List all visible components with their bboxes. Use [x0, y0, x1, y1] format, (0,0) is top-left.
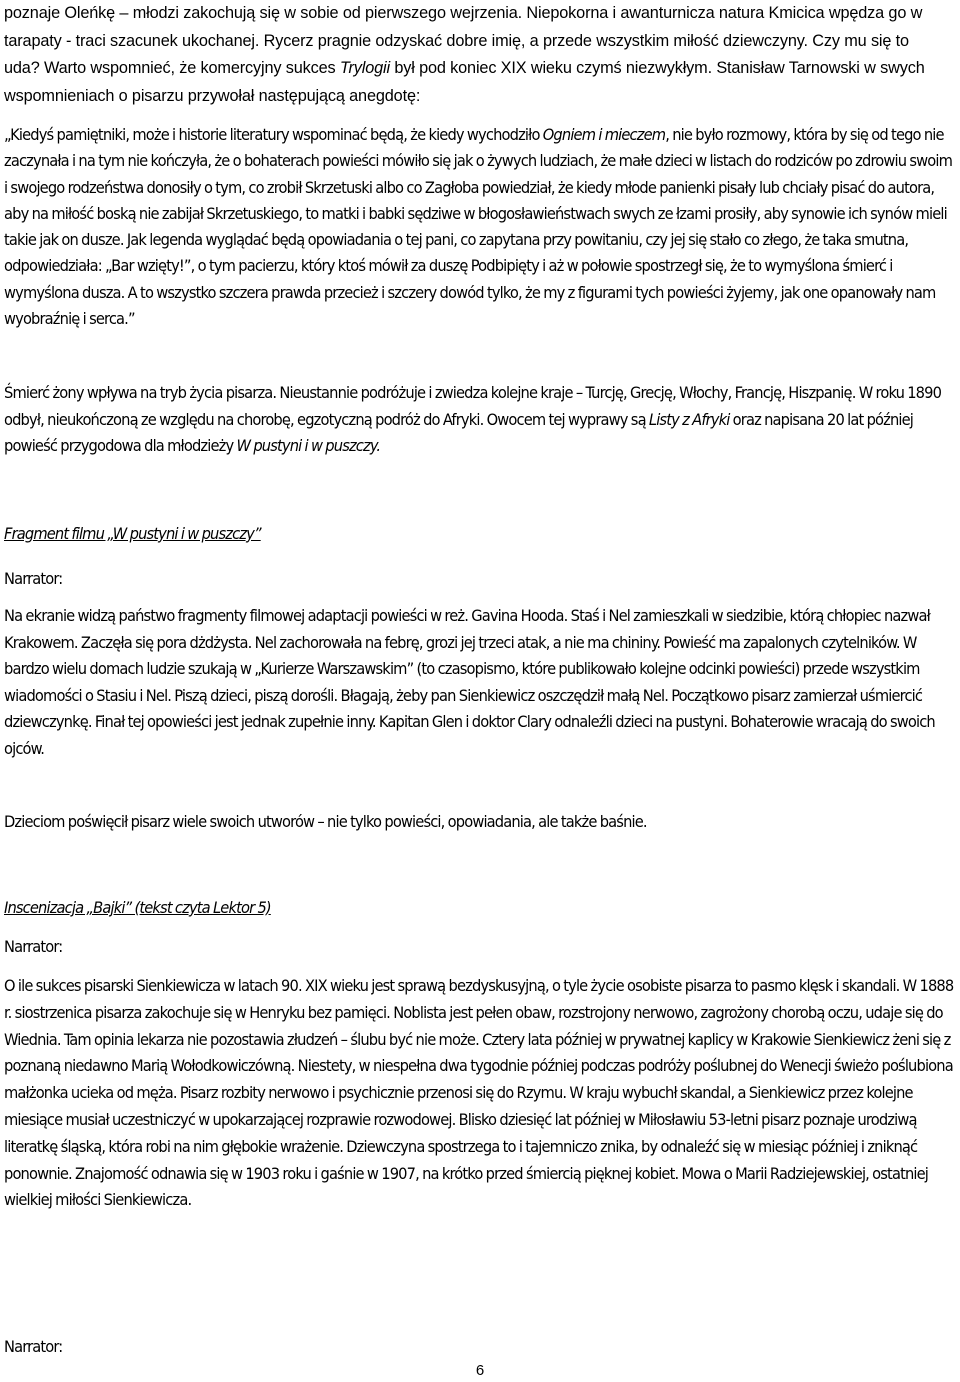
intro-text-2: był pod koniec XIX wieku czymś niezwykłym. Stanisław Tarnowski w swych wspomnieniach o pisarzu przywołał następującą anegdotę:	[4, 59, 925, 105]
narrator-label-3: Narrator:	[4, 1337, 63, 1356]
paragraph-travels	[4, 380, 954, 460]
quote-title: Ogniem i mieczem	[542, 125, 666, 144]
paragraph-children	[4, 808, 954, 836]
personal-life-text: O ile sukces pisarski Sienkiewicza w latach 90. XIX wieku jest sprawą bezdyskusyjną, o tyle życie osobiste pisarza to pasmo klęsk i skandali. W 1888 r. siostrzenica pisarza zakochuje się w Henryku bez pamięci. Noblista jest pełen obaw, rozstrojony nerwowo, zagrożony chorobą oczu, udaje się do Wiednia. Tam opinia lekarza nie pozostawia złudzeń – ślubu być nie może. Cztery lata później w prywatnej kaplicy w Krakowie Sienkiewicz żeni się z poznaną niedawno Marią Wołodkowiczówną. Niestety, w niespełna dwa tygodnie później podczas podróży poślubnej do Wenecji świeżo poślubiona małżonka ucieka od męża. Pisarz rozbity nerwowo i psychicznie przenosi się do Rzymu. W kraju wybuchł skandal, a Sienkiewicz przez kolejne miesiące musiał uczestniczyć w upokarzającej rozprawie rozwodowej. Blisko dziesięć lat później w Miłosławiu 53-letni pisarz poznaje urodziwą literatkę śląską, która robi na nim głębokie wrażenie. Dziewczyna spostrzega to i tajemniczo znika, by odnaleźć się w miesiąc później i zniknąć ponownie. Znajomość odnawia się w 1903 roku i gaśnie w 1907, na krótko przed śmiercią pięknej kobiet. Mowa o Marii Radziejewskiej, ostatniej wielkiej miłości Sienkiewicza.	[4, 976, 954, 1210]
page-number: 6	[475, 1362, 485, 1379]
section-heading-fairy-tale: Inscenizacja „Bajki” (tekst czyta Lektor 5)	[4, 898, 271, 917]
narrator-label-2: Narrator:	[4, 937, 63, 956]
travels-text-1: Śmierć żony wpływa na tryb życia pisarza. Nieustannie podróżuje i zwiedza kolejne kraje – Turcję, Grecję, Włochy, Francję, Hiszpanię. W roku 1890 odbył, nieukończoną ze względu na chorobę, egzotyczną podróż do Afryki. Owocem tej wyprawy są	[4, 383, 942, 429]
film-text: Na ekranie widzą państwo fragmenty filmowej adaptacji powieści w reż. Gavina Hooda. Staś i Nel zamieszkali w siedzibie, którą chłopiec nazwał Krakowem. Zaczęła się pora dżdżysta. Nel zachorowała na febrę, grozi jej trzeci atak, a nie ma chininy. Powieść ma zapalonych czytelników. W bardzo wielu domach ludzie szukają w „Kurierze Warszawskim” (to czasopismo, które publikowało kolejne odcinki powieści) przede wszystkim wiadomości o Stasiu i Nel. Piszą dzieci, piszą dorośli. Błagają, żeby pan Sienkiewicz oszczędził małą Nel. Początkowo pisarz zamierzał uśmiercić dziewczynkę. Finał tej opowieści jest jednak zupełnie inny. Kapitan Glen i doktor Clary odnaleźli dzieci na pustyni. Bohaterowie wracają do swoich ojców.	[4, 606, 935, 758]
section-heading-film: Fragment filmu „W pustyni i w puszczy”	[4, 524, 261, 543]
paragraph-personal-life	[4, 973, 954, 1214]
intro-text-1: poznaje Oleńkę – młodzi zakochują się w sobie od pierwszego wejrzenia. Niepokorna i awanturnicza natura Kmicica wpędza go w tarapaty - traci szacunek ukochanej. Rycerz pragnie odzyskać dobre imię, a przede wszystkim miłość dziewczyny. Czy mu się to uda? Warto wspomnieć, że komercyjny sukces	[4, 4, 923, 77]
quote-paragraph	[4, 122, 954, 332]
intro-title-trylogia: Trylogii	[339, 59, 390, 77]
quote-text-1: „Kiedyś pamiętniki, może i historie literatury wspominać będą, że kiedy wychodziło	[4, 125, 543, 144]
quote-text-2: , nie było rozmowy, która by się od tego nie zaczynała i na tym nie kończyła, że o bohaterach powieści mówiło się jak o żywych ludziach, że małe dzieci w listach do rodziców po zdrowiu swoim i swojego rodzeństwa donosiły o tym, co zrobił Skrzetuski albo co Zagłoba powiedział, że kiedy młode panienki pisały lub chciały pisać do autora, aby na miłość boską nie zabijał Skrzetuskiego, to matki i babki sędziwe w błogosławieństwach swych ze łzami prosiły, aby synowie ich synów mieli takie jak on dusze. Jak legenda wyglądać będą opowiadania o tej pani, co zapytana przy powitaniu, czy jej się stało co złego, że taka smutna, odpowiedziała: „Bar wzięty!”, o tym pacierzu, który ktoś mówił za duszę Podbipięty i aż w połowie spostrzegł się, że to wymyślona śmierć i wymyślona dusza. A to wszystko szczera prawda przecież i szczery dowód tylko, że my z figurami tych powieści żyjemy, jak one opanowały nam wyobraźnię i serca.”	[4, 125, 953, 329]
paragraph-film	[4, 603, 954, 762]
narrator-label-1: Narrator:	[4, 569, 63, 588]
travels-text-2: oraz napisana 20 lat później powieść przygodowa dla młodzieży	[4, 409, 914, 455]
children-text: Dzieciom poświęcił pisarz wiele swoich utworów – nie tylko powieści, opowiadania, ale także baśnie.	[4, 812, 647, 831]
travels-title-novel: W pustyni i w puszczy.	[236, 436, 381, 455]
travels-title-listy: Listy z Afryki	[648, 409, 730, 429]
paragraph-intro	[4, 0, 944, 110]
